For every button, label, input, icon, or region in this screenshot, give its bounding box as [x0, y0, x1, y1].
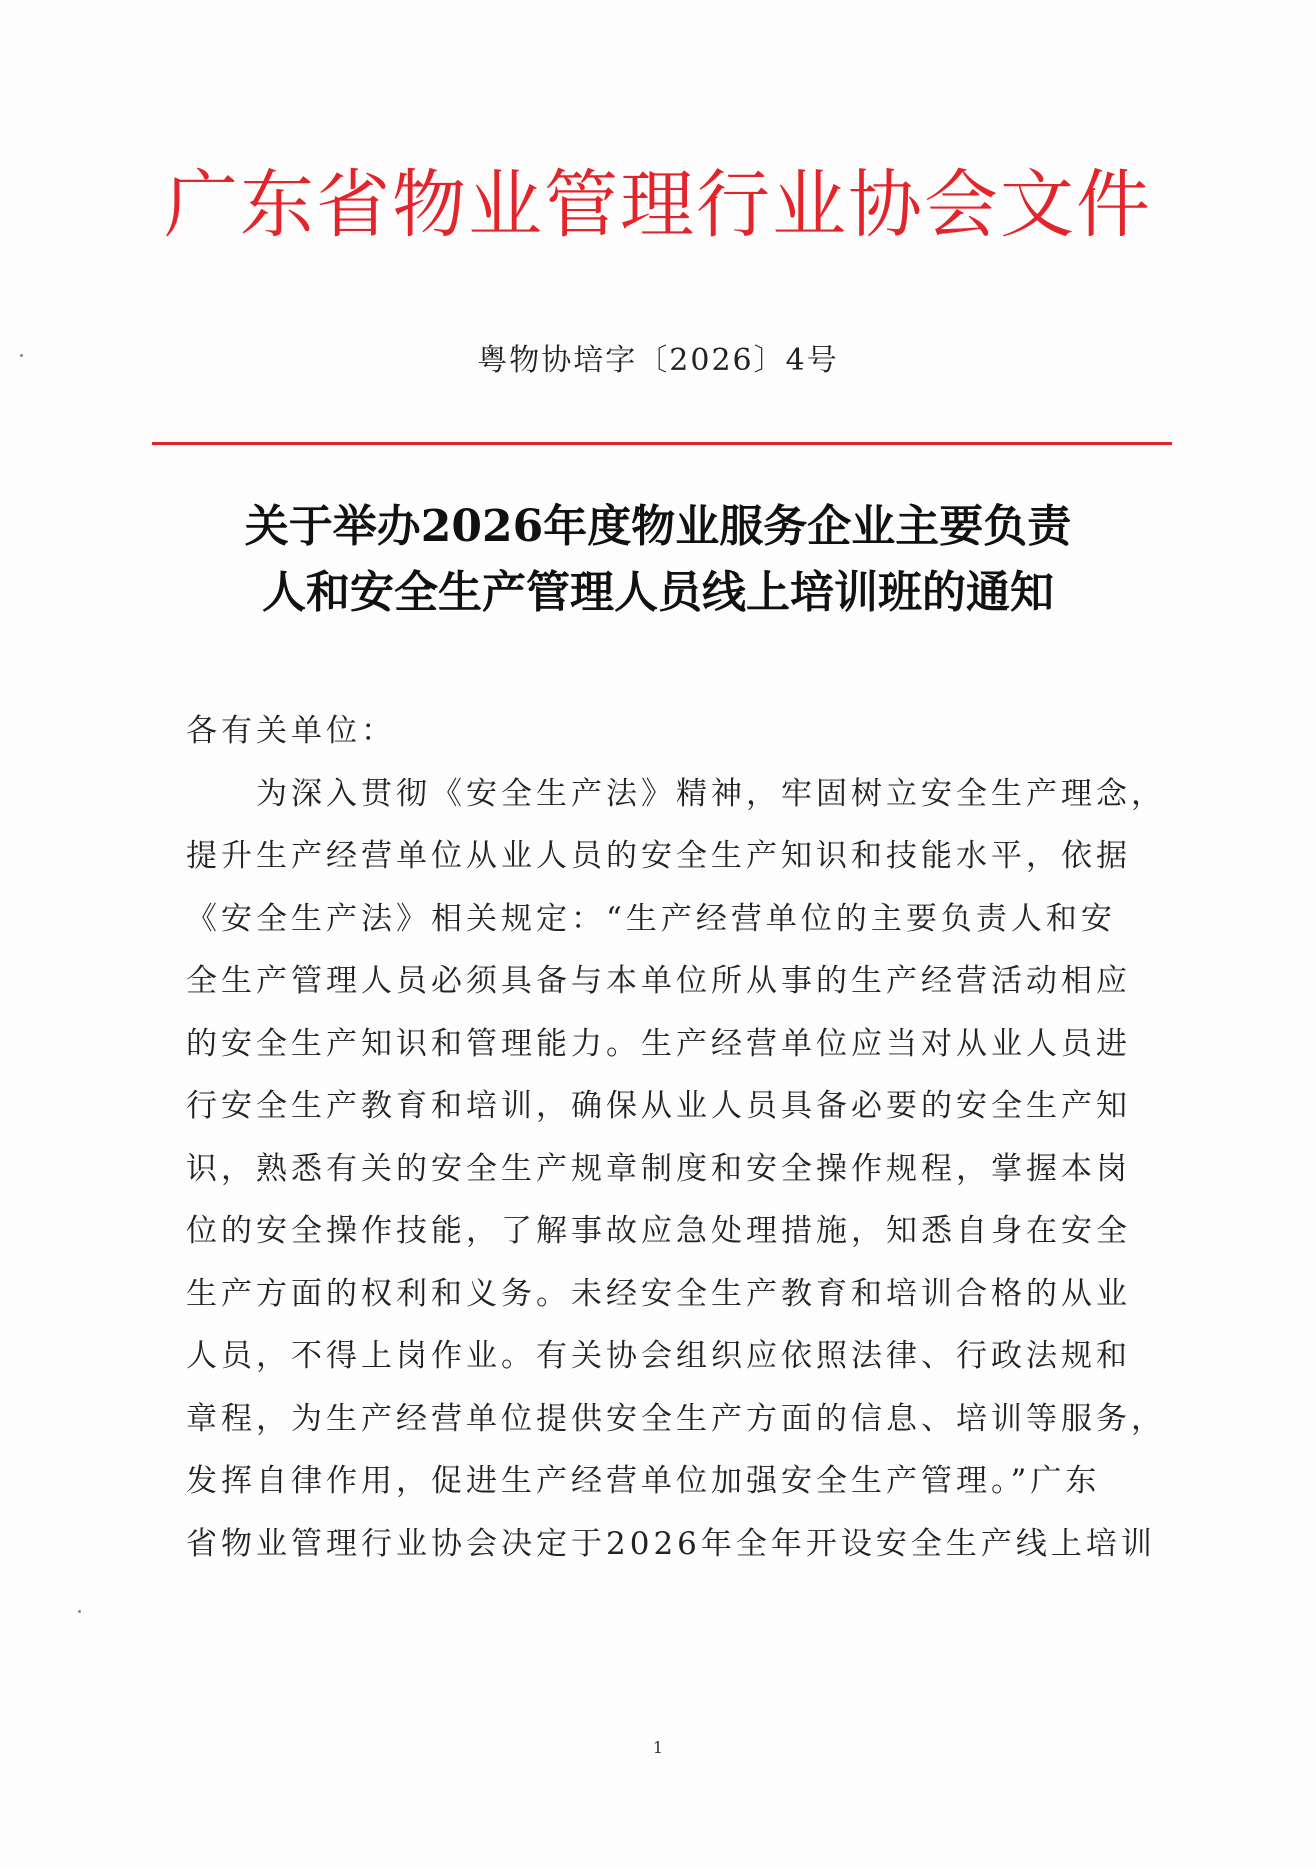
- scan-speck: [78, 1610, 81, 1613]
- body-line: 发挥自律作用，促进生产经营单位加强安全生产管理。”广东: [186, 1463, 1101, 1499]
- issuer-header-title: 广东省物业管理行业协会文件: [164, 162, 1152, 248]
- body-line: 《安全生产法》相关规定：“生产经营单位的主要负责人和安: [186, 900, 1116, 937]
- body-line: 章程，为生产经营单位提供安全生产方面的信息、培训等服务，: [186, 1400, 1166, 1437]
- body-line: 生产方面的权利和义务。未经安全生产教育和培训合格的从业: [186, 1275, 1131, 1312]
- body-line: 位的安全操作技能，了解事故应急处理措施，知悉自身在安全: [186, 1213, 1131, 1249]
- notice-title-line: 关于举办2026年度物业服务企业主要负责: [244, 501, 1072, 552]
- red-separator-rule: [152, 442, 1172, 445]
- body-line: 提升生产经营单位从业人员的安全生产知识和技能水平，依据: [186, 838, 1131, 874]
- page-number: 1: [652, 1738, 664, 1757]
- body-line: 识，熟悉有关的安全生产规章制度和安全操作规程，掌握本岗: [186, 1150, 1131, 1187]
- scan-speck: [20, 354, 23, 357]
- body-line: 全生产管理人员必须具备与本单位所从事的生产经营活动相应: [186, 963, 1131, 999]
- notice-body: [186, 700, 1166, 1575]
- document-number: 粤物协培字〔2026〕4号: [477, 343, 839, 378]
- notice-title: [0, 494, 1316, 626]
- notice-title-line: 人和安全生产管理人员线上培训班的通知: [262, 567, 1054, 618]
- body-line: 行安全生产教育和培训，确保从业人员具备必要的安全生产知: [186, 1088, 1131, 1124]
- salutation: 各有关单位：: [186, 713, 396, 749]
- body-line: 为深入贯彻《安全生产法》精神，牢固树立安全生产理念，: [256, 775, 1166, 812]
- body-line: 人员，不得上岗作业。有关协会组织应依照法律、行政法规和: [186, 1338, 1131, 1374]
- body-line: 省物业管理行业协会决定于2026年全年开设安全生产线上培训: [186, 1525, 1156, 1562]
- body-line: 的安全生产知识和管理能力。生产经营单位应当对从业人员进: [186, 1025, 1131, 1062]
